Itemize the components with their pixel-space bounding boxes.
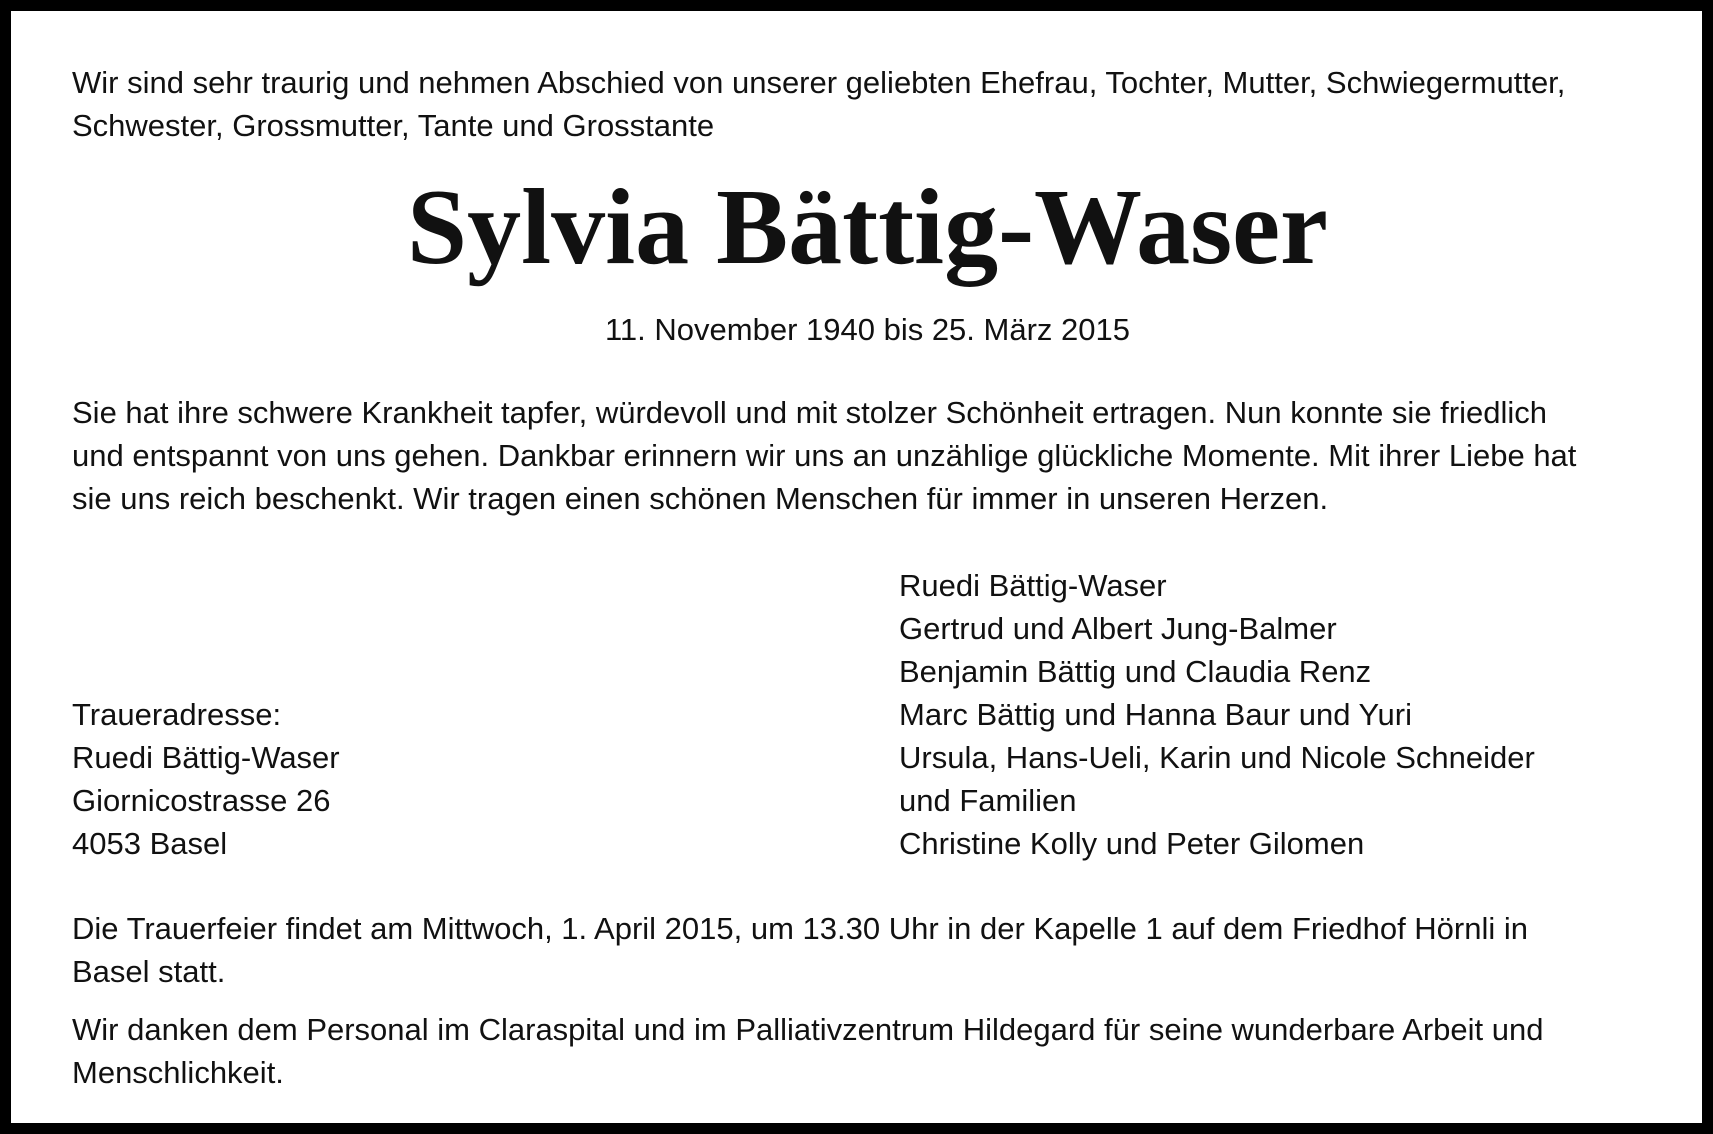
message-line: und entspannt von uns gehen. Dankbar erinnern wir uns an unzählige glückliche Momente. Mit ihrer Liebe hat: [72, 438, 1577, 473]
deceased-name: Sylvia Bättig-Waser: [407, 168, 1328, 287]
mourner-entry: Christine Kolly und Peter Gilomen: [899, 826, 1365, 861]
thanks-line: Wir danken dem Personal im Claraspital und im Palliativzentrum Hildegard für seine wunderbare Arbeit und: [72, 1012, 1544, 1047]
mourner-entry: Benjamin Bättig und Claudia Renz: [899, 654, 1372, 689]
address-name: Ruedi Bättig-Waser: [72, 740, 340, 775]
intro-text: [72, 61, 1565, 147]
ceremony-line: Die Trauerfeier findet am Mittwoch, 1. April 2015, um 13.30 Uhr in der Kapelle 1 auf dem Friedhof Hörnli in: [72, 911, 1529, 946]
mourning-address: [72, 693, 340, 865]
mourner-entry: Gertrud und Albert Jung-Balmer: [899, 611, 1337, 646]
life-dates: 11. November 1940 bis 25. März 2015: [604, 312, 1130, 347]
mourner-entry: und Familien: [899, 783, 1077, 818]
thanks-text: [72, 1008, 1544, 1094]
intro-line: Wir sind sehr traurig und nehmen Abschied von unserer geliebten Ehefrau, Tochter, Mutter, Schwiegermutter,: [72, 65, 1566, 100]
intro-line: Schwester, Grossmutter, Tante und Grosstante: [72, 108, 715, 143]
message-text: [72, 391, 1576, 520]
mourner-entry: Ursula, Hans-Ueli, Karin und Nicole Schneider: [899, 740, 1535, 775]
address-city: 4053 Basel: [72, 826, 228, 861]
thanks-line: Menschlichkeit.: [72, 1055, 284, 1090]
mourner-entry: Marc Bättig und Hanna Baur und Yuri: [899, 697, 1412, 732]
ceremony-text: [72, 907, 1528, 993]
address-street: Giornicostrasse 26: [72, 783, 331, 818]
ceremony-line: Basel statt.: [72, 954, 226, 989]
message-line: Sie hat ihre schwere Krankheit tapfer, würdevoll und mit stolzer Schönheit ertragen. Nun konnte sie friedlich: [72, 395, 1547, 430]
address-label: Traueradresse:: [72, 697, 282, 732]
mourners-list: [899, 564, 1535, 865]
mourner-entry: Ruedi Bättig-Waser: [899, 568, 1167, 603]
message-line: sie uns reich beschenkt. Wir tragen einen schönen Menschen für immer in unseren Herzen.: [72, 481, 1329, 516]
